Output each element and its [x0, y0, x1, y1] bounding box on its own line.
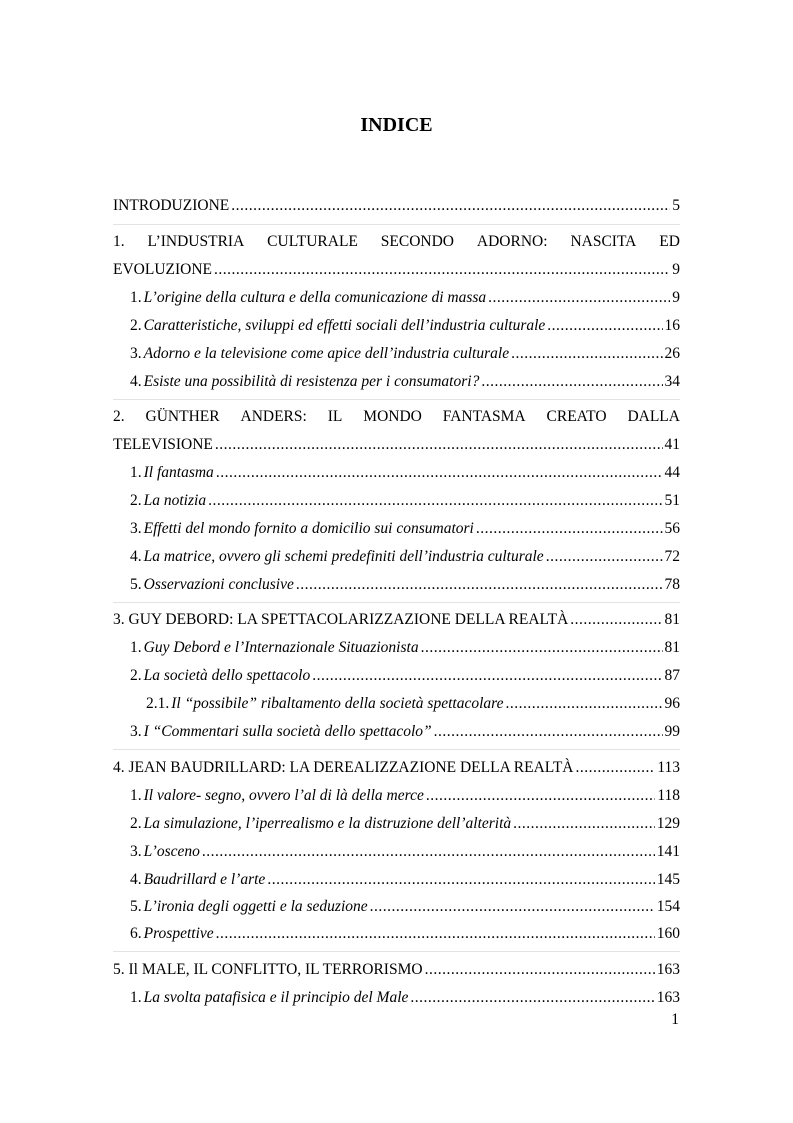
toc-section-2-3[interactable] [130, 519, 680, 539]
leader-dots [215, 435, 663, 455]
section-number: 3. [130, 723, 142, 740]
section-number: 5. [130, 576, 142, 593]
toc-page-number: 81 [664, 639, 680, 656]
leader-dots [202, 842, 655, 862]
toc-page-number: 16 [664, 317, 680, 334]
section-number: 2. [130, 815, 142, 832]
word: SECONDO [380, 233, 454, 250]
divider [113, 749, 680, 750]
word: GÜNTHER [145, 408, 220, 425]
section-title: La svolta patafisica e il principio del Male [143, 989, 409, 1006]
section-number: 3. [130, 520, 142, 537]
section-title: L’ironia degli oggetti e la seduzione [143, 898, 368, 915]
leader-dots [425, 960, 655, 980]
divider [113, 399, 680, 400]
section-title: I “Commentari sulla società dello spettacolo” [143, 723, 432, 740]
toc-section-2-4[interactable] [130, 547, 680, 567]
page-title: INDICE [360, 114, 433, 136]
toc-section-4-1[interactable] [130, 786, 680, 806]
leader-dots [513, 814, 655, 834]
section-title: Il “possibile” ribaltamento della società spettacolare [171, 695, 504, 712]
toc-entry-label: 4. JEAN BAUDRILLARD: LA DEREALIZZAZIONE DELLA REALTÀ [113, 759, 574, 776]
divider [113, 951, 680, 952]
toc-page-number: 87 [664, 667, 680, 684]
toc-entry-label: 5. Il MALE, IL CONFLITTO, IL TERRORISMO [113, 961, 423, 978]
toc-page-number: 78 [664, 576, 680, 593]
toc-section-4-3[interactable] [130, 842, 680, 862]
leader-dots [570, 610, 662, 630]
toc-page-number: 9 [672, 289, 680, 306]
toc-entry-label: 3. GUY DEBORD: LA SPETTACOLARIZZAZIONE DELLA REALTÀ [113, 611, 569, 628]
toc-page-number: 9 [672, 261, 680, 278]
section-number: 1. [130, 639, 142, 656]
toc-page-number: 118 [657, 787, 680, 804]
toc-page-number: 51 [664, 492, 680, 509]
toc-chapter-2-line-1[interactable] [113, 407, 680, 427]
section-number: 4. [130, 548, 142, 565]
page-number: 1 [671, 1011, 679, 1028]
leader-dots [426, 786, 655, 806]
toc-page-number: 81 [664, 611, 680, 628]
section-number: 4. [130, 871, 142, 888]
section-title: Osservazioni conclusive [143, 576, 294, 593]
toc-section-3-3[interactable] [130, 722, 680, 742]
section-title: Baudrillard e l’arte [143, 871, 266, 888]
leader-dots [370, 897, 655, 917]
leader-dots [546, 547, 663, 567]
word: FANTASMA [442, 408, 526, 425]
toc-section-2-1[interactable] [130, 463, 680, 483]
leader-dots [216, 463, 663, 483]
divider [113, 224, 680, 225]
section-title: L’origine della cultura e della comunicazione di massa [143, 289, 487, 306]
word: DALLA [627, 408, 680, 425]
toc-chapter-1-line-2[interactable] [113, 260, 680, 280]
section-title: Il valore- segno, ovvero l’al di là della merce [143, 787, 424, 804]
toc-page-number: 44 [664, 464, 680, 481]
section-number: 1. [130, 464, 142, 481]
toc-page-number: 41 [664, 436, 680, 453]
section-title: La simulazione, l’iperrealismo e la distruzione dell’alterità [143, 815, 512, 832]
divider [113, 602, 680, 603]
toc-chapter-2-line-2[interactable] [113, 435, 680, 455]
leader-dots [481, 372, 662, 392]
section-number: 1. [130, 289, 142, 306]
section-number: 2. [130, 667, 142, 684]
word: NASCITA [570, 233, 637, 250]
leader-dots [296, 575, 663, 595]
toc-page-number: 163 [656, 961, 680, 978]
toc-section-4-4[interactable] [130, 870, 680, 890]
toc-chapter-5[interactable] [113, 960, 680, 980]
toc-section-5-1[interactable] [130, 988, 680, 1008]
toc-page-number: 34 [664, 373, 680, 390]
section-number: 1. [130, 989, 142, 1006]
toc-section-2-2[interactable] [130, 491, 680, 511]
toc-section-4-2[interactable] [130, 814, 680, 834]
toc-page-number: 129 [656, 815, 680, 832]
toc-section-1-3[interactable] [130, 344, 680, 364]
toc-page-number: 5 [672, 197, 680, 214]
word: ED [659, 233, 680, 250]
toc-section-3-1[interactable] [130, 638, 680, 658]
section-number: 4. [130, 373, 142, 390]
toc-chapter-1-line-1[interactable] [113, 232, 680, 252]
section-title: Adorno e la televisione come apice dell’industria culturale [143, 345, 510, 362]
section-number: 1. [130, 787, 142, 804]
section-title: Prospettive [143, 925, 214, 942]
leader-dots [511, 344, 662, 364]
toc-page-number: 163 [656, 989, 680, 1006]
toc-page-number: 113 [657, 759, 680, 776]
leader-dots [488, 288, 670, 308]
toc-subsection-3-2-1[interactable] [146, 694, 680, 714]
toc-section-4-5[interactable] [130, 897, 680, 917]
leader-dots [267, 870, 654, 890]
leader-dots [547, 316, 662, 336]
section-number: 5. [130, 898, 142, 915]
leader-dots [476, 519, 663, 539]
word: IL [327, 408, 343, 425]
word: CULTURALE [267, 233, 358, 250]
toc-page-number: 72 [664, 548, 680, 565]
toc-entry-label: INTRODUZIONE [113, 197, 230, 214]
word: CREATO [546, 408, 607, 425]
section-title: L’osceno [143, 843, 200, 860]
section-number: 3. [130, 843, 142, 860]
leader-dots [410, 988, 654, 1008]
leader-dots [208, 491, 662, 511]
toc-page-number: 141 [656, 843, 680, 860]
word: 2. [113, 408, 125, 425]
toc-page-number: 56 [664, 520, 680, 537]
word: ANDERS: [240, 408, 307, 425]
section-number: 2. [130, 492, 142, 509]
toc-entry-label: EVOLUZIONE [113, 261, 213, 278]
section-title: La società dello spettacolo [143, 667, 311, 684]
section-number: 2.1. [146, 695, 170, 712]
section-title: Caratteristiche, sviluppi ed effetti sociali dell’industria culturale [143, 317, 546, 334]
section-title: Effetti del mondo fornito a domicilio sui consumatori [143, 520, 474, 537]
toc-section-1-2[interactable] [130, 316, 680, 336]
toc-section-4-6[interactable] [130, 924, 680, 944]
section-title: Il fantasma [143, 464, 214, 481]
toc-entry-introduzione[interactable] [113, 196, 680, 216]
section-number: 2. [130, 317, 142, 334]
toc-page-number: 99 [664, 723, 680, 740]
toc-page-number: 160 [656, 925, 680, 942]
leader-dots [421, 638, 663, 658]
leader-dots [216, 924, 655, 944]
section-number: 3. [130, 345, 142, 362]
leader-dots [214, 260, 670, 280]
section-title: Guy Debord e l’Internazionale Situazionista [143, 639, 419, 656]
toc-page-number: 26 [664, 345, 680, 362]
toc-section-1-4[interactable] [130, 372, 680, 392]
toc-chapter-4[interactable] [113, 758, 680, 778]
leader-dots [312, 666, 662, 686]
section-title: La matrice, ovvero gli schemi predefiniti dell’industria culturale [143, 548, 544, 565]
leader-dots [576, 758, 656, 778]
toc-section-2-5[interactable] [130, 575, 680, 595]
leader-dots [231, 196, 670, 216]
toc-page-number: 154 [656, 898, 680, 915]
section-number: 6. [130, 925, 142, 942]
word: 1. [113, 233, 125, 250]
leader-dots [505, 694, 662, 714]
word: MONDO [363, 408, 422, 425]
word: L’INDUSTRIA [147, 233, 245, 250]
section-title: La notizia [143, 492, 207, 509]
toc-page-number: 145 [656, 871, 680, 888]
toc-section-1-1[interactable] [130, 288, 680, 308]
toc-entry-label: TELEVISIONE [113, 436, 213, 453]
toc-section-3-2[interactable] [130, 666, 680, 686]
toc-chapter-3[interactable] [113, 610, 680, 630]
toc-page-number: 96 [664, 695, 680, 712]
section-title: Esiste una possibilità di resistenza per i consumatori? [143, 373, 480, 390]
leader-dots [434, 722, 663, 742]
word: ADORNO: [476, 233, 548, 250]
